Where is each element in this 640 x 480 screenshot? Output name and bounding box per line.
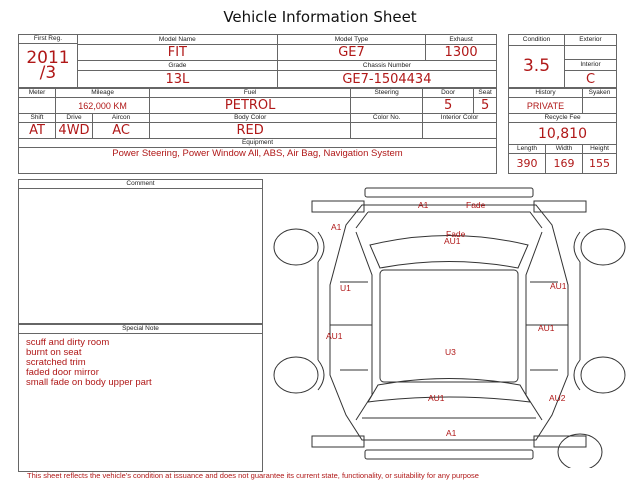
spec-table-2: [18, 88, 497, 174]
recycle-fee-label: Recycle Fee: [509, 114, 617, 123]
history-value: PRIVATE: [509, 98, 583, 114]
damage-mark: Fade: [466, 200, 486, 210]
length-label: Length: [509, 145, 546, 154]
condition-value: 3.5: [509, 45, 565, 87]
fuel-label: Fuel: [150, 89, 351, 98]
steering-label: Steering: [351, 89, 423, 98]
fuel-value: PETROL: [150, 98, 351, 114]
sheet-title: Vehicle Information Sheet: [223, 8, 417, 26]
car-damage-diagram: [262, 178, 640, 468]
wheel-rear-left: [274, 357, 318, 393]
recycle-fee-value: 10,810: [509, 123, 617, 145]
height-value: 155: [583, 154, 617, 174]
exterior-value: [565, 45, 617, 60]
door-value: 5: [423, 98, 474, 114]
damage-mark: AU1: [326, 331, 343, 341]
condition-table: [508, 34, 617, 88]
meter-label: Meter: [19, 89, 56, 98]
equipment-value: Power Steering, Power Window All, ABS, Air Bag, Navigation System: [19, 148, 497, 174]
damage-mark: A1: [331, 222, 342, 232]
body-color-label: Body Color: [150, 114, 351, 123]
aircon-value: AC: [93, 123, 150, 139]
chassis-value: GE7-1504434: [277, 71, 496, 88]
damage-mark: A1: [446, 428, 457, 438]
model-name-value: FIT: [77, 45, 277, 61]
length-value: 390: [509, 154, 546, 174]
first-reg-label: First Reg.: [19, 35, 77, 44]
drive-label: Drive: [56, 114, 93, 123]
damage-mark: AU1: [444, 236, 461, 246]
grade-value: 13L: [77, 71, 277, 88]
chassis-label: Chassis Number: [277, 61, 496, 71]
front-right-panel: [534, 201, 586, 212]
aircon-label: Aircon: [93, 114, 150, 123]
damage-mark: U3: [445, 347, 456, 357]
spec-table: [18, 34, 497, 88]
damage-mark: AU2: [549, 393, 566, 403]
history-table: [508, 88, 617, 174]
seat-value: 5: [474, 98, 497, 114]
wheel-front-left: [274, 229, 318, 265]
wheel-front-right: [581, 229, 625, 265]
roof: [380, 270, 518, 382]
height-label: Height: [583, 145, 617, 154]
history-label: History: [509, 89, 583, 98]
first-reg-month: /3: [39, 62, 57, 83]
syaken-value: [583, 98, 617, 114]
shift-label: Shift: [19, 114, 56, 123]
drive-value: 4WD: [56, 123, 93, 139]
wheel-rear-right: [581, 357, 625, 393]
exhaust-value: 1300: [426, 45, 497, 61]
model-type-value: GE7: [277, 45, 425, 61]
comment-box: [18, 179, 263, 324]
note-line: small fade on body upper part: [26, 377, 152, 388]
mileage-label: Mileage: [56, 89, 150, 98]
special-note-label: Special Note: [19, 325, 262, 334]
width-label: Width: [546, 145, 583, 154]
model-type-label: Model Type: [277, 35, 425, 45]
color-no-value: [351, 123, 423, 139]
meter-value: [19, 98, 56, 114]
front-bumper: [365, 188, 533, 197]
interior-color-value: [423, 123, 497, 139]
width-value: 169: [546, 154, 583, 174]
note-line: burnt on seat: [26, 347, 82, 358]
exhaust-label: Exhaust: [426, 35, 497, 45]
damage-mark: Fade: [446, 229, 466, 239]
damage-mark: AU1: [538, 323, 555, 333]
note-line: scuff and dirty room: [26, 337, 110, 348]
door-label: Door: [423, 89, 474, 98]
interior-value: C: [565, 71, 617, 88]
mileage-value: 162,000 KM: [56, 98, 150, 114]
front-left-panel: [312, 201, 364, 212]
interior-label: Interior: [565, 60, 617, 71]
damage-mark: A1: [418, 200, 429, 210]
exterior-label: Exterior: [565, 35, 617, 46]
seat-label: Seat: [474, 89, 497, 98]
comment-label: Comment: [19, 180, 262, 189]
interior-color-label: Interior Color: [423, 114, 497, 123]
grade-label: Grade: [77, 61, 277, 71]
first-reg-cell: [19, 35, 78, 88]
rear-left-panel: [312, 436, 364, 447]
equipment-label: Equipment: [19, 139, 497, 148]
note-line: scratched trim: [26, 357, 86, 368]
condition-label: Condition: [509, 35, 565, 46]
body-color-value: RED: [150, 123, 351, 139]
steering-value: [351, 98, 423, 114]
first-reg-year: 2011: [26, 47, 70, 68]
damage-mark: U1: [340, 283, 351, 293]
spare-tire: [558, 434, 602, 468]
special-note-box: [18, 324, 263, 472]
model-name-label: Model Name: [77, 35, 277, 45]
syaken-label: Syaken: [583, 89, 617, 98]
shift-value: AT: [19, 123, 56, 139]
damage-mark: AU1: [428, 393, 445, 403]
color-no-label: Color No.: [351, 114, 423, 123]
disclaimer: This sheet reflects the vehicle's condition at issuance and does not guarantee its current state, functionality, or suitability for any purpose: [27, 471, 479, 480]
rear-bumper: [365, 450, 533, 459]
damage-mark: AU1: [550, 281, 567, 291]
note-line: faded door mirror: [26, 367, 99, 378]
